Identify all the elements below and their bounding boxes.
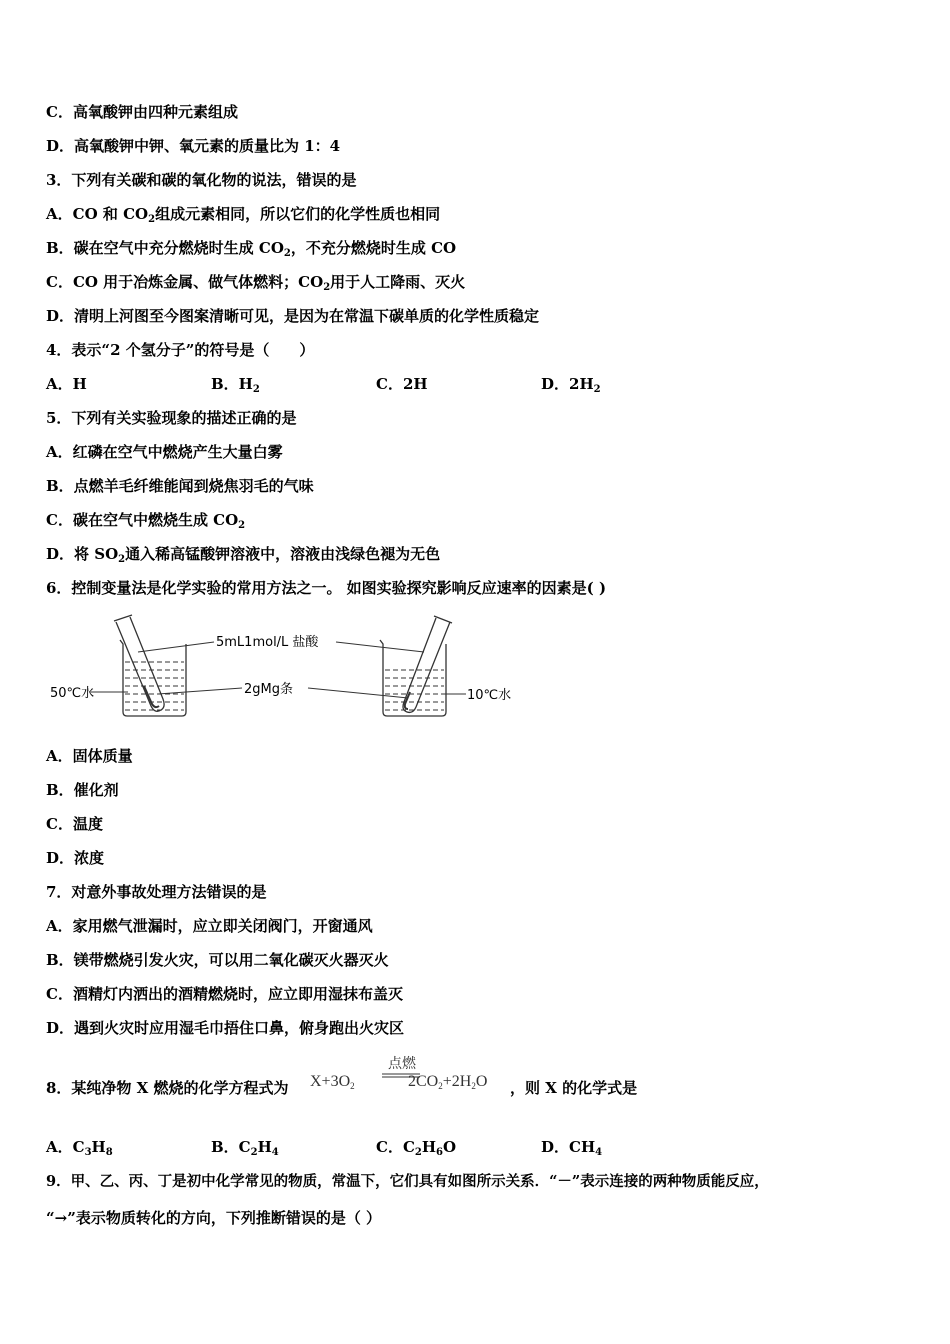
q8-option-d: D．$CH_4$ xyxy=(541,1138,603,1158)
q8-option-c: C．$C_2H_6O$ xyxy=(376,1138,457,1158)
q5-option-b: B．点燃羊毛纤维能闻到烧焦羽毛的气味 xyxy=(46,477,314,495)
acid-label: 5mL1mol/L 盐酸 xyxy=(216,635,319,650)
equation-lhs: X+3O2 xyxy=(310,1073,355,1091)
q8-option-a: A．$C_3H_8$ xyxy=(46,1138,113,1158)
question-8-prefix: 8．某纯净物 X 燃烧的化学方程式为 xyxy=(46,1079,289,1097)
q7-option-b: B．镁带燃烧引发火灾，可以用二氧化碳灭火器灭火 xyxy=(46,951,389,969)
option-c-line: C．高氧酸钾由四种元素组成 xyxy=(46,103,238,121)
experiment-figure xyxy=(46,612,536,722)
question-7: 7．对意外事故处理方法错误的是 xyxy=(46,883,267,901)
question-4: 4．表示“2 个氢分子”的符号是（ ） xyxy=(46,341,315,359)
question-9-line1: 9．甲、乙、丙、丁是初中化学常见的物质，常温下，它们具有如图所示关系．“－”表示连接的两种物质能反应， xyxy=(46,1173,769,1190)
q7-option-a: A．家用燃气泄漏时，应立即关闭阀门，开窗通风 xyxy=(46,917,373,935)
q3-option-d: D．清明上河图至今图案清晰可见，是因为在常温下碳单质的化学性质稳定 xyxy=(46,307,540,325)
question-5: 5．下列有关实验现象的描述正确的是 xyxy=(46,409,297,427)
q5-option-c: C．碳在空气中燃烧生成 $CO_2$ xyxy=(46,511,246,531)
q3-option-a: A．CO 和 $CO_2$组成元素相同，所以它们的化学性质也相同 xyxy=(46,205,441,225)
q4-option-c: C．2H xyxy=(376,375,428,393)
option-d-line: D．高氧酸钾中钾、氧元素的质量比为 1：4 xyxy=(46,137,341,155)
equation-condition: 点燃 xyxy=(388,1057,416,1072)
q7-option-c: C．酒精灯内洒出的酒精燃烧时，应立即用湿抹布盖灭 xyxy=(46,985,403,1003)
left-test-tube xyxy=(114,615,164,711)
q5-option-d: D．将 $SO_2$通入稀高锰酸钾溶液中，溶液由浅绿色褪为无色 xyxy=(46,545,441,565)
question-9-line2: “→”表示物质转化的方向，下列推断错误的是（ ） xyxy=(46,1209,382,1227)
left-water-surface xyxy=(125,662,184,710)
question-6: 6．控制变量法是化学实验的常用方法之一。 如图实验探究影响反应速率的因素是( ) xyxy=(46,579,607,597)
equation-rhs: 2CO2+2H2O xyxy=(408,1073,488,1091)
q6-option-d: D．浓度 xyxy=(46,849,105,867)
chemical-equation xyxy=(310,1054,524,1094)
q4-option-d: D．$2H_2$ xyxy=(541,375,601,395)
q8-option-b: B．$C_2H_4$ xyxy=(211,1138,279,1158)
q6-option-c: C．温度 xyxy=(46,815,103,833)
right-water-label: 10℃水 xyxy=(467,688,512,703)
q3-option-b: B．碳在空气中充分燃烧时生成 $CO_2$，不充分燃烧时生成 CO xyxy=(46,239,457,259)
left-water-label: 50℃水 xyxy=(50,686,95,701)
q3-option-c: C．CO 用于冶炼金属、做气体燃料；$CO_2$用于人工降雨、灭火 xyxy=(46,273,466,293)
q7-option-d: D．遇到火灾时应用湿毛巾捂住口鼻，俯身跑出火灾区 xyxy=(46,1019,405,1037)
question-3: 3．下列有关碳和碳的氧化物的说法，错误的是 xyxy=(46,171,357,189)
mg-label: 2gMg条 xyxy=(244,682,293,697)
q5-option-a: A．红磷在空气中燃烧产生大量白雾 xyxy=(46,443,283,461)
q6-option-b: B．催化剂 xyxy=(46,781,119,799)
question-8-suffix: ，则 X 的化学式是 xyxy=(510,1079,638,1097)
right-test-tube xyxy=(403,616,452,712)
q6-option-a: A．固体质量 xyxy=(46,747,133,765)
q4-option-a: A．H xyxy=(46,375,87,393)
q4-option-b: B．$H_2$ xyxy=(211,375,260,395)
